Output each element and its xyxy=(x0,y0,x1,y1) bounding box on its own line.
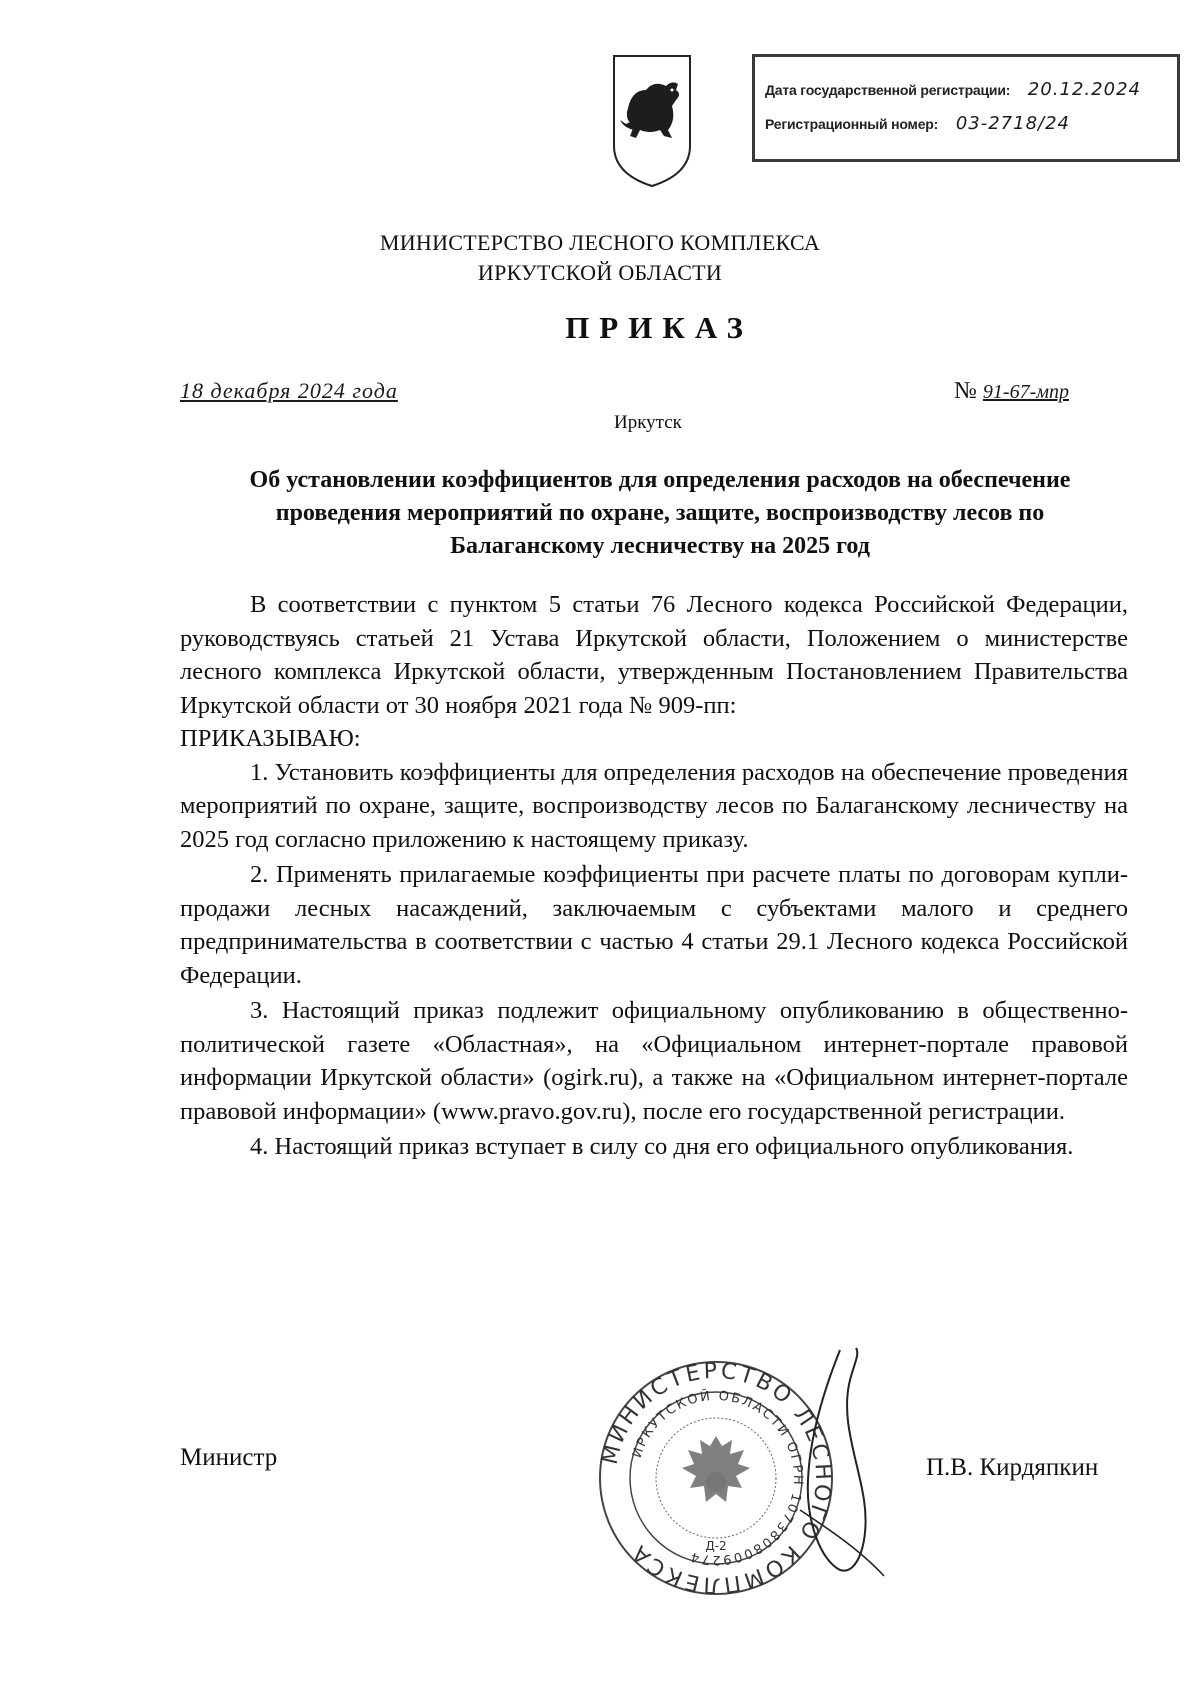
signatory-role: Министр xyxy=(180,1444,278,1471)
ministry-line-2: ИРКУТСКОЙ ОБЛАСТИ xyxy=(477,260,723,285)
document-number xyxy=(954,378,1069,405)
order-item-3: 3. Настоящий приказ подлежит официальному опубликованию в общественно-политической газете «Областная», на «Официальном интернет-портале правовой информации Иркутской области» (ogirk.ru), а также на «Официальном интернет-портале правовой информации» (www.pravo.gov.ru), после его государственной регистрации. xyxy=(180,997,1128,1125)
seal-code: Д-2 xyxy=(705,1539,727,1553)
registration-stamp xyxy=(752,54,1180,162)
preamble: В соответствии с пунктом 5 статьи 76 Лесного кодекса Российской Федерации, руководствуясь статьей 21 Устава Иркутской области, Положением о министерстве лесного комплекса Иркутской области, утвержденным Постановлением Правительства Иркутской области от 30 ноября 2021 года № 909-пп: xyxy=(180,591,1128,719)
double-eagle-icon xyxy=(682,1436,750,1502)
ministry-name xyxy=(0,228,1200,288)
document-date: 18 декабря 2024 года xyxy=(180,378,398,403)
handwritten-signature xyxy=(780,1340,890,1590)
order-item-2: 2. Применять прилагаемые коэффициенты при расчете платы по договорам купли-продажи лесных насаждений, заключаемым с субъектами малого и среднего предпринимательства в соответствии с частью 4 статьи 29.1 Лесного кодекса Российской Федерации. xyxy=(180,861,1128,989)
seal-inner-text: ИРКУТСКОЙ ОБЛАСТИ ОГРН 1073808009274 xyxy=(629,1388,806,1568)
seal-outer-text: МИНИСТЕРСТВО ЛЕСНОГО КОМПЛЕКСА xyxy=(597,1358,836,1598)
registration-number-label: Регистрационный номер: xyxy=(765,116,939,132)
registration-date-value: 20.12.2024 xyxy=(1027,79,1141,100)
number-value: 91-67-мпр xyxy=(982,381,1069,403)
order-word: ПРИКАЗЫВАЮ: xyxy=(180,725,361,752)
order-item-4: 4. Настоящий приказ вступает в силу со дня его официального опубликования. xyxy=(250,1133,1074,1160)
registration-number-value: 03-2718/24 xyxy=(955,113,1070,134)
coat-of-arms-icon xyxy=(610,50,694,190)
registration-date-row xyxy=(765,79,1141,100)
registration-number-row xyxy=(765,113,1070,134)
document-type-text: ПРИКАЗ xyxy=(565,310,753,345)
document-title: Об установлении коэффициентов для определения расходов на обеспечение проведения мероприятий по охране, защите, воспроизводству лесов по Балаганскому лесничеству на 2025 год xyxy=(249,467,1071,559)
number-sign: № xyxy=(954,378,977,404)
order-item-1: 1. Установить коэффициенты для определения расходов на обеспечение проведения мероприятий по охране, защите, воспроизводству лесов по Балаганскому лесничеству на 2025 год согласно приложению к настоящему приказу. xyxy=(180,758,1128,853)
document-type xyxy=(0,310,1200,346)
registration-date-label: Дата государственной регистрации: xyxy=(765,82,1011,98)
document-city: Иркутск xyxy=(614,412,682,433)
signatory-name: П.В. Кирдяпкин xyxy=(926,1454,1099,1481)
ministry-line-1: МИНИСТЕРСТВО ЛЕСНОГО КОМПЛЕКСА xyxy=(379,230,821,255)
document-body xyxy=(180,588,1128,1164)
